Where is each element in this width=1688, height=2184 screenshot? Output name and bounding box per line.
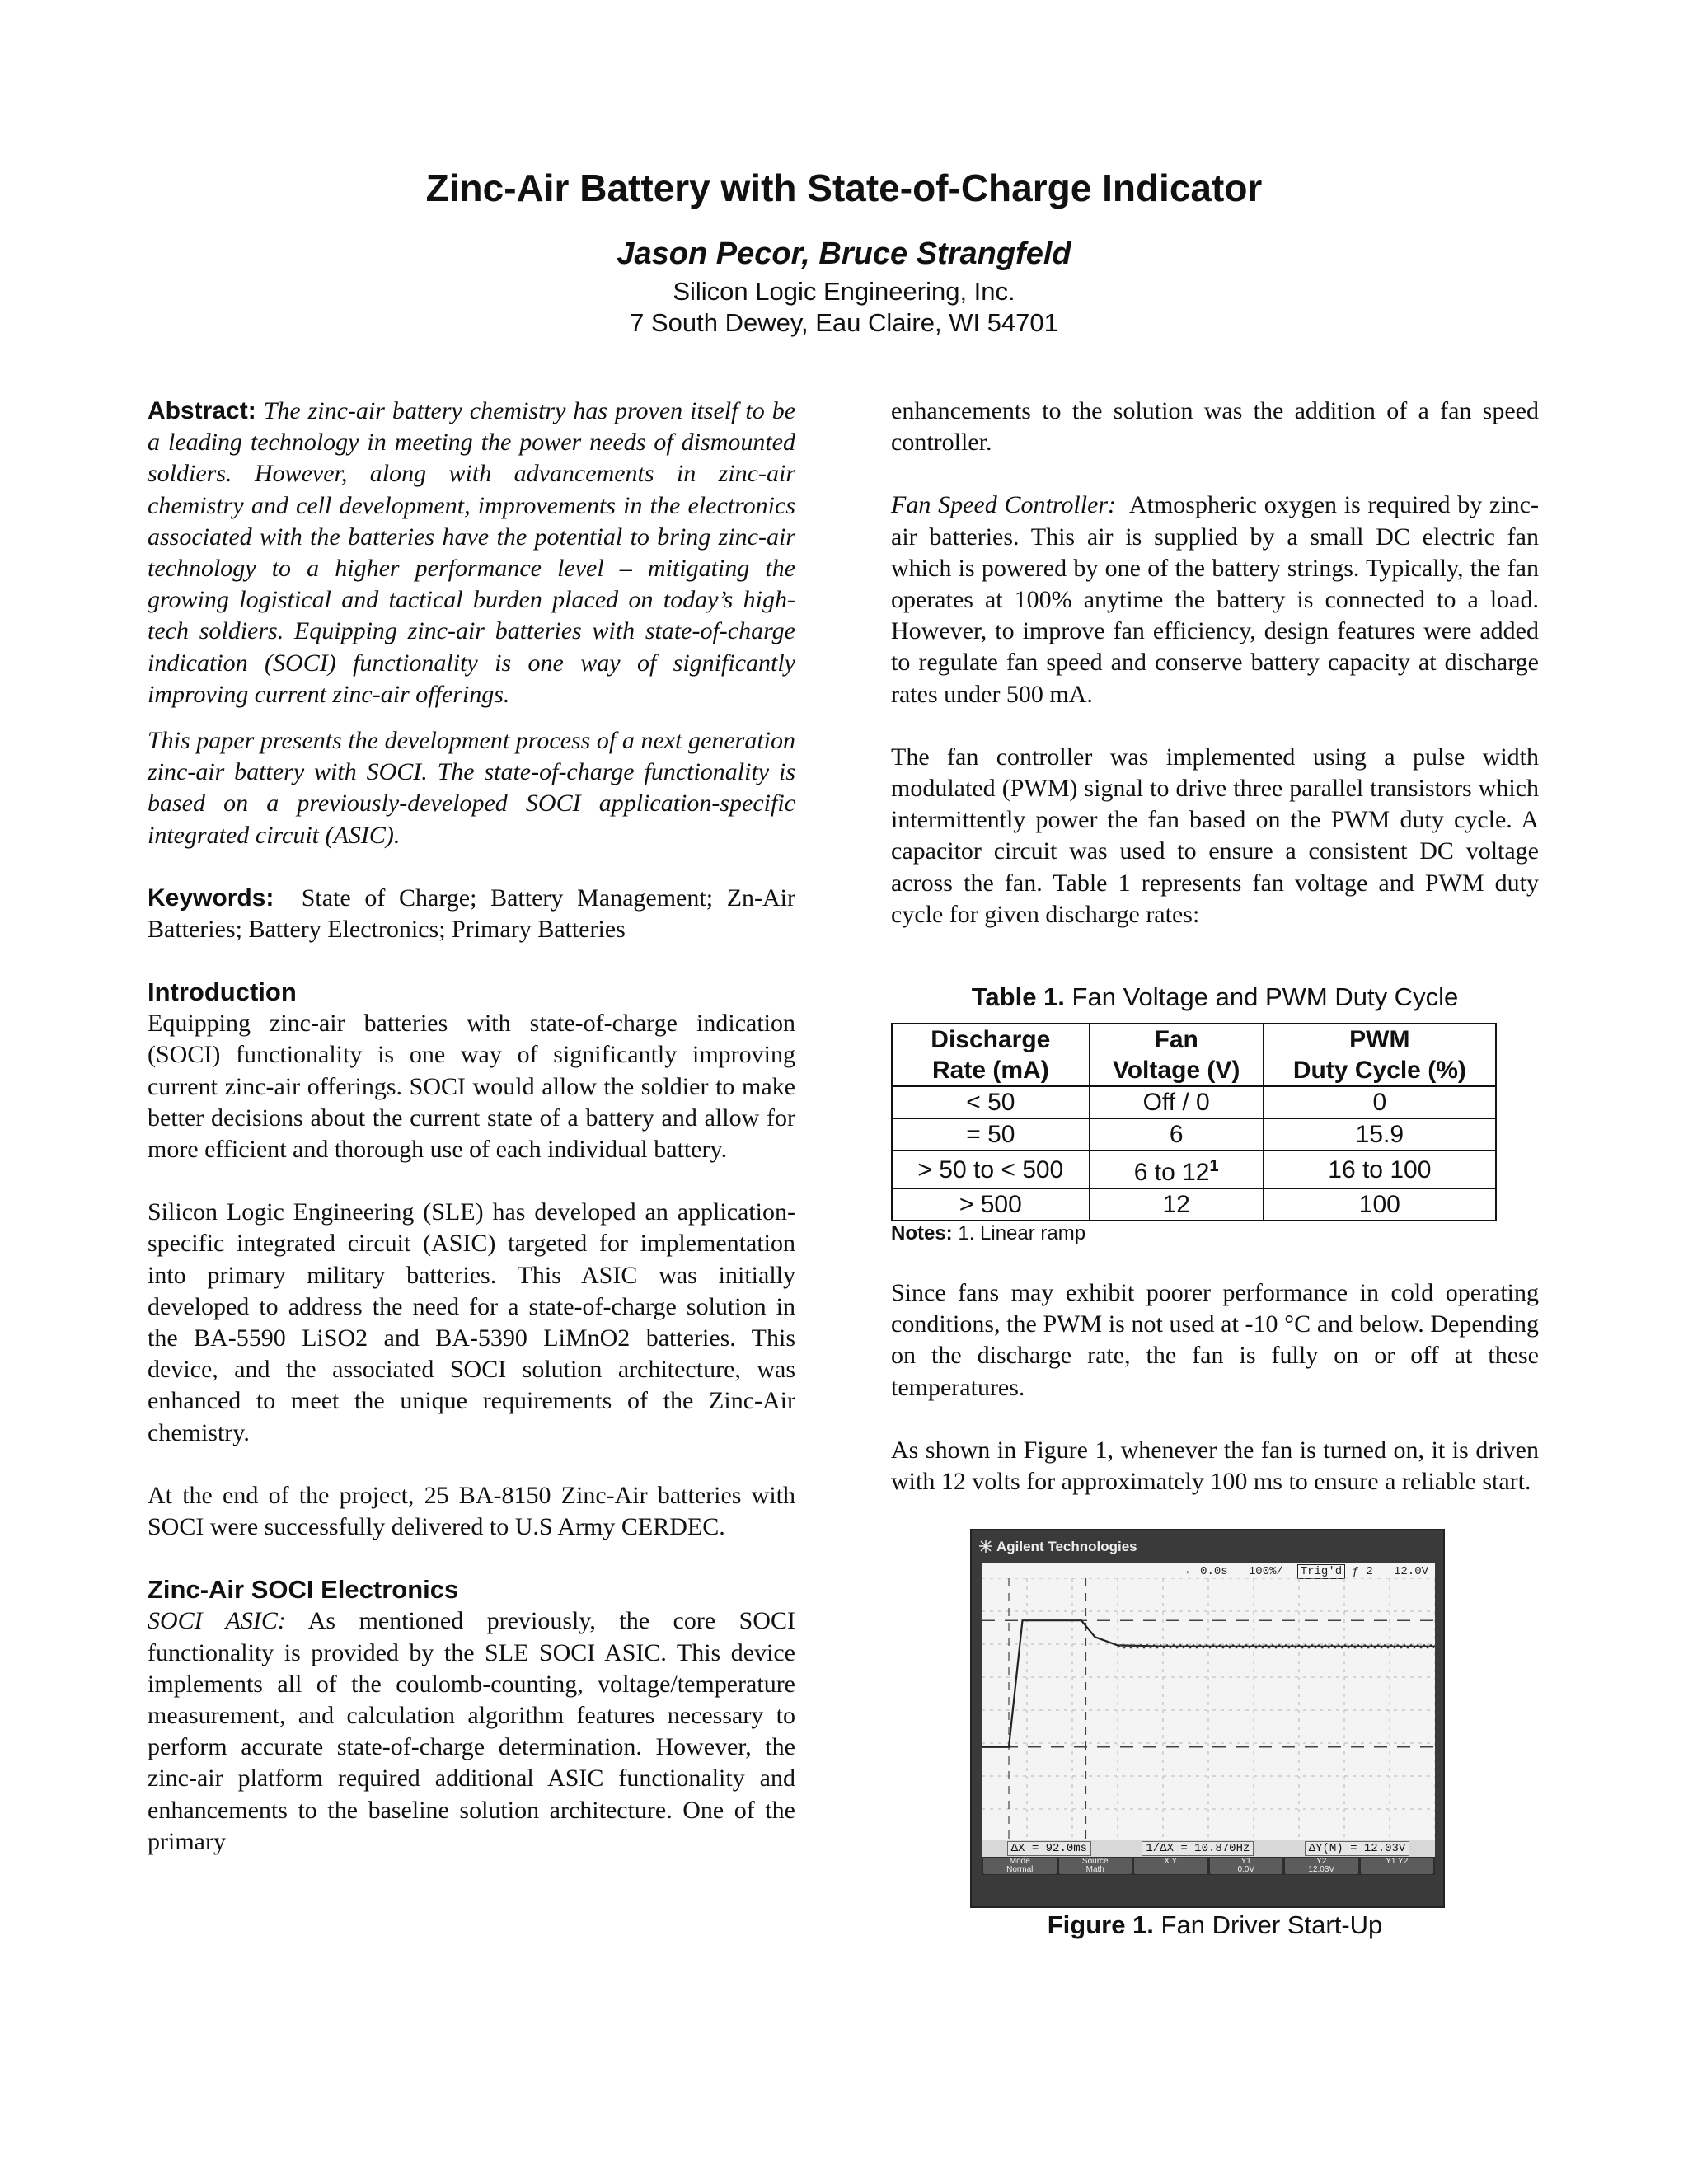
table-caption-label: Table 1. [971,982,1065,1012]
affiliation-address: 7 South Dewey, Eau Claire, WI 54701 [630,308,1058,337]
table-cell: 6 [1090,1118,1264,1151]
table-cell: Off / 0 [1090,1086,1264,1118]
scope-softkeys [982,1857,1435,1875]
agilent-logo-icon [978,1539,993,1554]
softkey-y1: Y1 0.0V [1210,1858,1283,1874]
softkey-mode: Mode Normal [983,1858,1057,1874]
table-cell: < 50 [892,1086,1090,1118]
oscilloscope-screenshot [970,1529,1445,1908]
scope-screen [982,1563,1435,1875]
figure-1 [970,1529,1448,1941]
introduction-heading: Introduction [148,977,297,1007]
keywords-label: Keywords: [148,883,274,912]
scope-brand: Agilent Technologies [996,1539,1137,1555]
scope-status-line: ← 0.0s 100%/ Trig'd ƒ 2 12.0V [1186,1565,1428,1579]
abstract-text-1: The zinc-air battery chemistry has proven itself to be a leading technology in meeting the power needs of dismounted soldiers. However, along with advancements in zinc-air chemistry and cell development, improvements in the electronics associated with the batteries have the potential to bring zinc-air technology to a higher performance level – mitigating the growing logistical and tactical burden placed on today’s high-tech soldiers. Equipping zinc-air batteries with state-of-charge indication (SOCI) functionality is one way of significantly improving current zinc-air offerings. [148,397,796,708]
scope-measurement-bar [982,1840,1435,1857]
scope-waveform-plot [982,1578,1435,1842]
soci-asic-label: SOCI ASIC: [148,1607,286,1635]
delta-x-readout: ΔX = 92.0ms [1007,1841,1091,1856]
keywords-paragraph [148,883,795,945]
table-caption [891,982,1539,1013]
abstract-paragraph-1 [148,396,795,710]
table-cell: > 500 [892,1188,1090,1221]
right-column [891,396,1539,1941]
keywords-text: State of Charge; Battery Management; Zn-Air Batteries; Battery Electronics; Primary Batteries [148,883,796,944]
continued-paragraph: enhancements to the solution was the addition of a fan speed controller. [891,397,1539,457]
table-cell: > 50 to < 500 [892,1151,1090,1188]
frequency-readout: 1/ΔX = 10.870Hz [1142,1841,1254,1856]
affiliation-organization: Silicon Logic Engineering, Inc. [673,277,1015,306]
table-cell: 15.9 [1264,1118,1496,1151]
table-notes [891,1221,1539,1246]
table-caption-text: Fan Voltage and PWM Duty Cycle [1071,982,1459,1012]
electronics-heading: Zinc-Air SOCI Electronics [148,1575,459,1605]
table-cell: 16 to 100 [1264,1151,1496,1188]
delta-y-readout: ΔY(M) = 12.03V [1305,1841,1410,1856]
table-cell: = 50 [892,1118,1090,1151]
footnote-mark: 1 [1209,1157,1219,1176]
fan-speed-label: Fan Speed Controller: [891,491,1117,519]
fan-speed-paragraph [891,490,1539,710]
table-row [892,1118,1496,1151]
softkey-x-y: X Y [1134,1858,1207,1874]
figure-reference-paragraph: As shown in Figure 1, whenever the fan is turned on, it is driven with 12 volts for approximately 100 ms to ensure a reliable start. [891,1436,1539,1496]
authors: Jason Pecor, Bruce Strangfeld [617,237,1071,271]
figure-caption-text: Fan Driver Start-Up [1160,1910,1383,1940]
table-header-cell: PWM Duty Cycle (%) [1264,1024,1496,1086]
introduction-paragraph-2: Silicon Logic Engineering (SLE) has developed an application-specific integrated circuit (ASIC) targeted for implementation into primary military batteries. This ASIC was initially developed to address the need for a state-of-charge solution in the BA-5590 LiSO2 and BA-5390 LiMnO2 batteries. This device, and the associated SOCI solution architecture, was enhanced to meet the unique requirements of the Zinc-Air chemistry. [148,1198,795,1446]
softkey-source: Source Math [1059,1858,1132,1874]
table-notes-text: 1. Linear ramp [958,1222,1086,1245]
left-column [148,396,795,1858]
table-row [892,1151,1496,1188]
abstract-label: Abstract: [148,397,256,424]
table-cell: 0 [1264,1086,1496,1118]
fan-speed-text: Atmospheric oxygen is required by zinc-air batteries. This air is supplied by a small DC electric fan which is powered by one of the battery strings. Typically, the fan operates at 100% anytime the battery is connected to a load. However, to improve fan efficiency, design features were added to regulate fan speed and conserve battery capacity at discharge rates under 500 mA. [891,491,1539,708]
softkey-y2: Y2 12.03V [1285,1858,1358,1874]
table-cell: 12 [1090,1188,1264,1221]
table-row [892,1086,1496,1118]
abstract-paragraph-2: This paper presents the development process of a next generation zinc-air battery with SOCI. The state-of-charge functionality is based on a previously-developed SOCI application-specific integrated circuit (ASIC). [148,727,795,849]
soci-asic-paragraph [148,1605,795,1858]
cold-operation-paragraph: Since fans may exhibit poorer performance in cold operating conditions, the PWM is not used at -10 °C and below. Depending on the discharge rate, the fan is fully on or off at these temperatures. [891,1279,1539,1401]
pwm-paragraph: The fan controller was implemented using a pulse width modulated (PWM) signal to drive three parallel transistors which intermittently power the fan based on the PWM duty cycle. A capacitor circuit was used to ensure a consistent DC voltage across the fan. Table 1 represents fan voltage and PWM duty cycle for given discharge rates: [891,743,1539,928]
paper-title: Zinc-Air Battery with State-of-Charge Indicator [425,166,1263,209]
table-header-cell: Fan Voltage (V) [1090,1024,1264,1086]
figure-caption [891,1910,1539,1941]
table-notes-label: Notes: [891,1222,953,1245]
table-cell: 6 to $12^1$ [1090,1151,1264,1188]
softkey-y1-y2: Y1 Y2 [1361,1858,1434,1874]
figure-caption-label: Figure 1. [1047,1910,1154,1940]
fan-voltage-table [891,1023,1497,1221]
table-row [892,1188,1496,1221]
introduction-paragraph-3: At the end of the project, 25 BA-8150 Zinc-Air batteries with SOCI were successfully delivered to U.S Army CERDEC. [148,1481,795,1541]
table-header-row [892,1024,1496,1086]
introduction-paragraph-1: Equipping zinc-air batteries with state-of-charge indication (SOCI) functionality is one way of significantly improving current zinc-air offerings. SOCI would allow the soldier to make better decisions about the current state of a battery and allow for more efficient and thorough use of each individual battery. [148,1010,795,1164]
table-header-cell: Discharge Rate (mA) [892,1024,1090,1086]
soci-asic-text: As mentioned previously, the core SOCI functionality is provided by the SLE SOCI ASIC. This device implements all of the coulomb-counting, voltage/temperature measurement, and calculation algorithm features necessary to perform accurate state-of-charge determination. However, the zinc-air platform required additional ASIC functionality and enhancements to the baseline solution architecture. One of the primary [148,1607,795,1855]
table-cell: 100 [1264,1188,1496,1221]
